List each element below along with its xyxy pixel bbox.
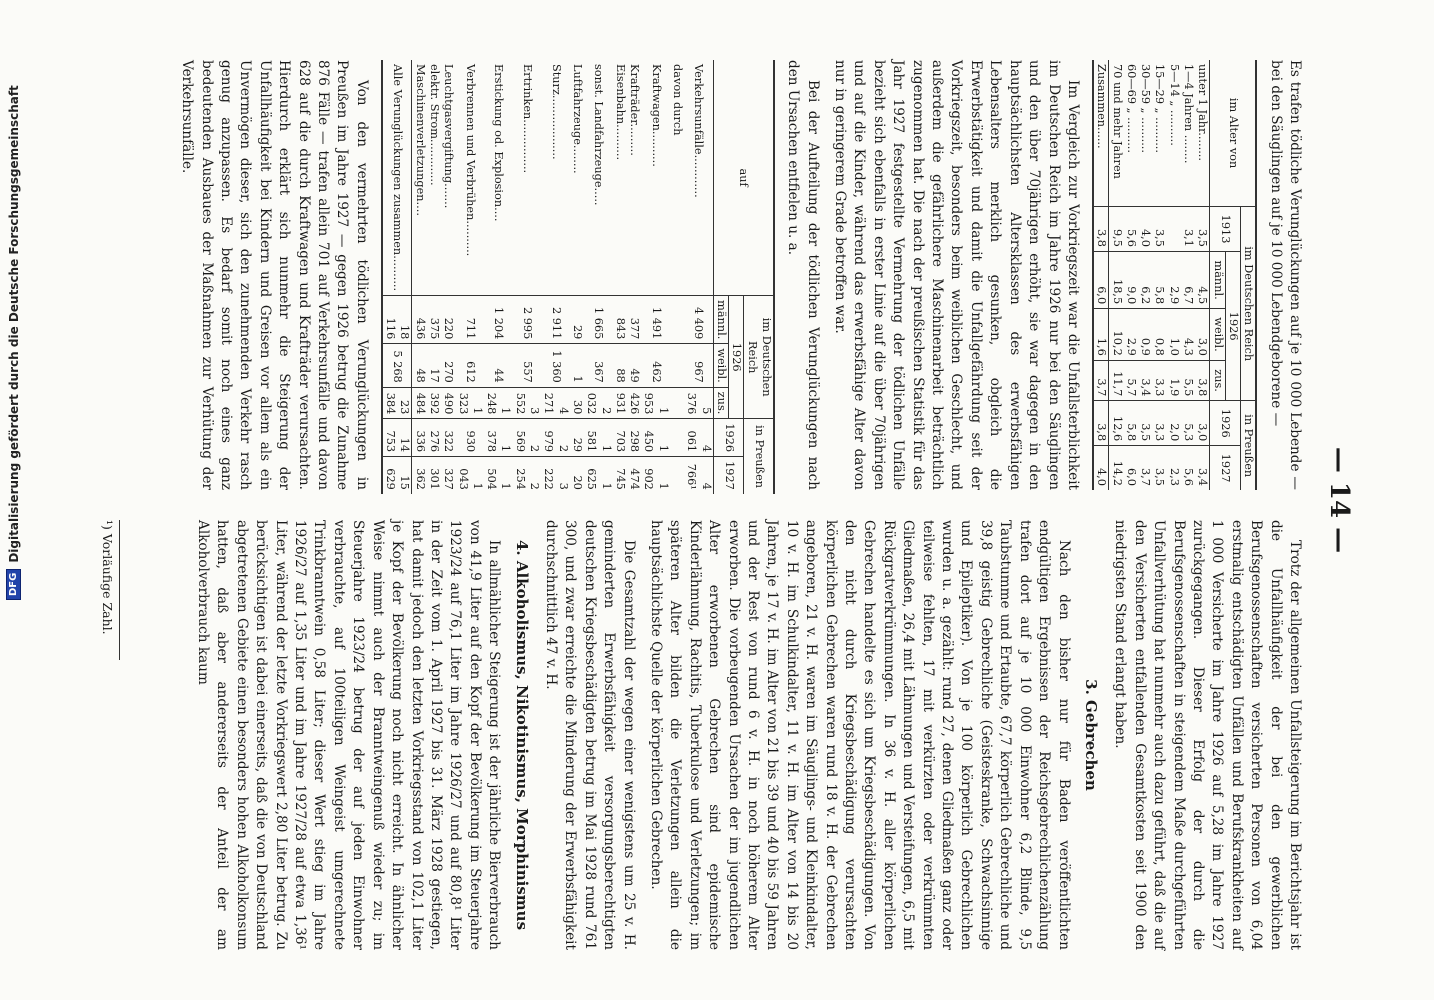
table-cell: 4 271	[541, 387, 570, 419]
table-cell: 4,0	[1138, 207, 1152, 252]
table-cell: 5,3	[1181, 401, 1195, 446]
digitization-note-text: Digitalisierung gefördert durch die Deutsche Forschungsgemeinschaft	[6, 85, 21, 563]
header-maennl: männl.	[713, 296, 728, 344]
table-cell: 426	[627, 387, 641, 419]
table-row	[455, 60, 484, 494]
table-cell: 3,8	[1195, 360, 1210, 401]
table-cell	[1166, 207, 1180, 252]
table-cell: 4,0	[1093, 446, 1109, 490]
table-cell	[670, 344, 684, 387]
mortality-by-cause-table	[381, 60, 775, 494]
header-zus: zus.	[1210, 360, 1225, 401]
table-cell: 5,6	[1124, 207, 1138, 252]
row-label: Krafträder.........	[628, 64, 642, 156]
table-cell: 29	[570, 419, 584, 457]
table-cell: 474	[627, 457, 641, 494]
table-cell: 4 766¹	[684, 457, 713, 494]
paragraph-gebrechen: Nach den bisher nur für Baden veröffentlichten endgültigen Ergebnissen der Reichsgebrechlichenzählung trafen dort auf je 10 000 Einwohner 6,2 Blinde, 9,5 Taubstumme und Ertaubte, 67,7 körperlich Gebrechliche und 39,8 geistig Gebrechliche (Geisteskranke, Schwachsinnige und Epileptiker). Von je 100 körperlich Gebrechlichen wurden u. a. gezählt: rund 27, denen Gliedmaßen ganz oder teilweise fehlten, 17 mit verkürzten oder verkrümmten Gliedmaßen, 26,4 mit Lähmungen und Versteifungen, 6,5 mit Rückgratverkrümmungen. In 36 v. H. aller körperlichen Gebrechen handelte es sich um Kriegsbeschädigungen. Von den nicht durch Kriegsbeschädigung verursachten körperlichen Gebrechen waren rund 18 v. H. der Gebrechen angeboren, 21 v. H. waren im Säuglings- und Kleinkindalter, 10 v. H. im Schulkindalter, 11 v. H. im Alter von 14 bis 20 Jahren, je 17 v. H. im Alter von 21 bis 39 und 40 bis 59 Jahren und der Rest von rund 6 v. H. in noch höherem Alter erworben. Die vorbeugenden Ursachen der im jugendlichen Alter erworbenen Gebrechen sind epidemische Kinderlähmung, Rachitis, Tuberkulose und Verletzungen; im späteren Alter bilden die Verletzungen allein die hauptsächlichste Quelle der körperlichen Gebrechen.	[648, 520, 1072, 950]
table-cell: 3 222	[541, 457, 570, 494]
table-cell: 3 552	[512, 387, 541, 419]
header-1926: 1926	[728, 296, 743, 419]
table-cell: 3,5	[1152, 207, 1166, 252]
paragraph-kriegsbeschaedigte: Die Gesamtzahl der wegen einer wenigstens um 25 v. H. geminderten Erwerbsfähigkeit versorgungsberechtigten deutschen Kriegsbeschädigten betrug im Mai 1928 rund 761 300, und zwar erreichte die Minderung der Erwerbsfähigkeit durchschnittlich 47 v. H.	[542, 520, 637, 950]
header-reich: im Deutschen Reich	[744, 296, 774, 419]
row-label: Zusammen......	[1093, 60, 1109, 207]
row-label: davon durch	[671, 64, 685, 136]
table-row	[1166, 60, 1180, 490]
table-row	[684, 60, 713, 494]
table-row	[584, 60, 613, 494]
dfg-logo: DFG	[6, 569, 21, 600]
table-cell	[670, 296, 684, 344]
header-maennl: männl.	[1210, 251, 1225, 308]
table-cell: 2 911	[541, 296, 570, 344]
table-cell: 2 995	[512, 296, 541, 344]
table-cell: 484	[412, 387, 427, 419]
table-cell: 44	[484, 344, 513, 387]
table-cell: 703	[613, 419, 627, 457]
row-label: 1—4 Jahren ........	[1182, 64, 1195, 164]
mortality-intro: Es trafen tödliche Verunglückungen auf je 10 000 Lebende — bei den Säuglingen auf je 10 000 Lebendgeborene —	[1267, 60, 1303, 490]
row-label: Alle Verunglückungen zusammen..........	[382, 60, 412, 296]
header-weibl: weibl.	[1210, 309, 1225, 361]
table-cell: 1 902	[641, 457, 670, 494]
table-cell: 30	[570, 387, 584, 419]
paragraph-accident-decline: Trotz der allgemeinen Unfallsteigerung im Berichtsjahr ist die Unfallhäufigkeit der bei den gewerblichen Berufsgenossenschaften versicherten Personen von 6,04 erstmalig entschädigten Unfällen und Berufskrankheiten auf 1 000 Versicherte im Jahre 1926 auf 5,28 im Jahre 1927 zurückgegangen. Dieser Erfolg der durch die Berufsgenossenschaften in steigendem Maße durchgeführten Unfallverhütung hat nunmehr auch dazu geführt, daß die auf den Versicherten entfallenden Gesamtkosten seit 1900 den niedrigsten Stand erlangt haben.	[1112, 520, 1303, 950]
table-row	[670, 60, 684, 494]
table-cell: 967	[684, 344, 713, 387]
table-cell: 301	[427, 457, 441, 494]
row-label: Sturz..................	[549, 64, 563, 160]
table-cell: 1	[570, 344, 584, 387]
table-row	[541, 60, 570, 494]
table-cell: 327	[441, 457, 455, 494]
paragraph-alkohol: In allmählicher Steigerung ist der jährliche Bierverbrauch von 41,9 Liter auf den Kopf der Bevölkerung im Steuerjahre 1923/24 auf 76,1 Liter im Jahre 1926/27 und auf 80,8¹ Liter in der Zeit vom 1. April 1927 bis 31. März 1928 gestiegen, hat damit jedoch den letzten Vorkriegsstand von 102,1 Liter je Kopf der Bevölkerung noch nicht erreicht. In ähnlicher Weise nimmt auch der Branntweingenuß wieder zu; im Steuerjahre 1923/24 betrug der auf jeden Einwohner verbrauchte, auf 100teiligen Weingeist umgerechnete Trinkbranntwein 0,58 Liter; dieser Wert stieg im Jahre 1926/27 auf 1,35 Liter und im Jahre 1927/28 auf etwa 1,36¹ Liter, während der letzte Vorkriegswert 2,80 Liter betrug. Zu berücksichtigen ist dabei einerseits, daß die von Deutschland abgetretenen Gebiete einen besonders hohen Alkoholkonsum hatten, daß aber andererseits der Anteil der am Alkoholverbrauch kaum	[195, 520, 503, 950]
table-cell	[670, 387, 684, 419]
table-cell: 1 665	[584, 296, 613, 344]
table-cell: 5 268	[382, 344, 412, 387]
row-label: sonst. Landfahrzeuge.....	[592, 64, 606, 206]
table-row	[441, 60, 455, 494]
table-cell: 2,9	[1124, 309, 1138, 361]
table-cell: 3,7	[1093, 360, 1109, 401]
table-cell: 270	[441, 344, 455, 387]
row-label: Kraftwagen..........	[649, 64, 663, 167]
table-cell: 711	[455, 296, 484, 344]
row-label: Maschinenverletzungen....	[413, 64, 427, 216]
table-cell: 14,2	[1109, 446, 1124, 490]
row-label: Erstickung od. Explosion....	[492, 64, 506, 222]
table-cell: 1 323	[455, 387, 484, 419]
table-cell: 930	[455, 419, 484, 457]
table-cell: 3,7	[1138, 446, 1152, 490]
table-cell: 1 491	[641, 296, 670, 344]
table-cell: 1 204	[484, 296, 513, 344]
header-reich: im Deutschen Reich	[1240, 207, 1256, 401]
table-cell: 3,8	[1093, 207, 1109, 252]
total-row	[382, 60, 412, 494]
header-1913: 1913	[1210, 207, 1241, 252]
table-cell: 462	[641, 344, 670, 387]
table-cell: 2,9	[1166, 251, 1180, 308]
table-cell: 29	[570, 296, 584, 344]
table-cell: 2,0	[1166, 401, 1180, 446]
header-weibl: weibl.	[713, 344, 728, 387]
table-cell: 3,4	[1195, 446, 1210, 490]
header-preussen: in Preußen	[1240, 401, 1256, 490]
table-cell: 10,2	[1109, 309, 1124, 361]
table-cell: 1 450	[641, 419, 670, 457]
table-cell: 6,7	[1181, 251, 1195, 308]
table-row	[412, 60, 427, 494]
section-heading-alkoholismus: 4. Alkoholismus, Nikotinismus, Morphinismus	[512, 539, 531, 931]
table-cell: 1 625	[584, 457, 613, 494]
row-label: 30—59 „ ..........	[1139, 64, 1153, 153]
table-cell: 5,6	[1181, 446, 1195, 490]
table-row	[641, 60, 670, 494]
table-row	[1138, 60, 1152, 490]
table-cell: 9,5	[1109, 207, 1124, 252]
table-cell: 3,5	[1138, 401, 1152, 446]
row-label: unter 1 Jahr........	[1196, 64, 1210, 161]
row-label: Verbrennen und Verbrühen..........	[463, 64, 477, 257]
row-label: Leuchtgasvergiftung.......	[442, 64, 456, 209]
table-cell: 1,6	[1093, 309, 1109, 361]
table-cell: 4,3	[1181, 309, 1195, 361]
table-cell: 931	[613, 387, 627, 419]
table-cell: 375	[427, 296, 441, 344]
table-cell: 1 581	[584, 419, 613, 457]
table-row	[1195, 60, 1210, 490]
table-row	[1181, 60, 1195, 490]
table-cell: 4 409	[684, 296, 713, 344]
table-cell: 2 979	[541, 419, 570, 457]
table-cell: 1 378	[484, 419, 513, 457]
table-row	[427, 60, 441, 494]
row-label: 5—14 „ ..........	[1167, 64, 1181, 146]
paragraph-causes-intro: Bei der Aufteilung der tödlichen Verunglückungen nach den Ursachen entfielen u. a.	[785, 60, 821, 490]
table-cell: 23 384	[382, 387, 412, 419]
table-cell: 1 953	[641, 387, 670, 419]
table-cell	[670, 419, 684, 457]
table-cell: 298	[627, 419, 641, 457]
table-cell: 612	[455, 344, 484, 387]
table-cell: 843	[613, 296, 627, 344]
table-cell: 9,0	[1124, 251, 1138, 308]
header-p1926: 1926	[1210, 401, 1241, 446]
table-cell: 4,5	[1195, 251, 1210, 308]
header-age: im Alter von	[1210, 60, 1256, 207]
table-cell: 1,9	[1166, 360, 1180, 401]
table-cell: 17	[427, 344, 441, 387]
table-cell: 336	[412, 419, 427, 457]
total-row	[1093, 60, 1109, 490]
table-cell: 48	[412, 344, 427, 387]
header-auf: auf	[713, 60, 774, 296]
header-zus: zus.	[713, 387, 728, 419]
table-cell: 2 032	[584, 387, 613, 419]
table-cell	[670, 457, 684, 494]
table-cell: 2 569	[512, 419, 541, 457]
table-cell: 0,9	[1138, 309, 1152, 361]
table-cell: 12,6	[1109, 401, 1124, 446]
row-label: Eisenbahn..........	[613, 64, 627, 161]
row-label: 60—69 „ ..........	[1124, 64, 1138, 153]
table-row	[512, 60, 541, 494]
right-column	[185, 520, 1304, 950]
row-label: 15—29 „ ..........	[1153, 64, 1167, 153]
table-cell: 1 360	[541, 344, 570, 387]
paragraph-comparison: Im Vergleich zur Vorkriegszeit war die Unfallsterblichkeit im Deutschen Reich im Jahre 1926 nur bei den Säuglingen und den über 70jährigen erhöht, sie war dagegen in den hauptsächlichsten Altersklassen des erwerbsfähigen Lebensalters merklich gesunken, obgleich die Erwerbstätigkeit und damit die Unfallgefährdung seit der Vorkriegszeit, besonders beim weiblichen Geschlecht, und außerdem die gefährlichere Maschinenarbeit beträchtlich zugenommen hat. Die nach der preußischen Statistik für das Jahr 1927 festgestellte Vermehrung der tödlichen Unfälle bezieht sich ebenfalls in erster Linie auf die über 70jährigen und auf die Kinder, während das erwerbsfähige Alter davon nur in geringerem Grade betroffen war.	[832, 60, 1081, 490]
footnote: ¹) Vorläufige Zahl.	[100, 520, 120, 660]
table-cell: 3,4	[1138, 360, 1152, 401]
header-p1927: 1927	[1210, 446, 1241, 490]
table-cell: 557	[512, 344, 541, 387]
table-cell: 5,5	[1181, 360, 1195, 401]
table-cell: 4 061	[684, 419, 713, 457]
table-row	[613, 60, 627, 494]
table-cell: 3,3	[1152, 401, 1166, 446]
table-cell: 20	[570, 457, 584, 494]
row-label: Luftfahrzeuge........	[570, 64, 584, 174]
table-row	[627, 60, 641, 494]
table-cell: 2 254	[512, 457, 541, 494]
table-cell: 15 629	[382, 457, 412, 494]
table-row	[570, 60, 584, 494]
table-cell: 5 376	[684, 387, 713, 419]
table-cell: 5,8	[1152, 251, 1166, 308]
row-label: elektr. Strom.............	[428, 64, 441, 186]
table-cell: 1 504	[484, 457, 513, 494]
section-heading-gebrechen: 3. Gebrechen	[1081, 679, 1100, 791]
table-cell: 3,8	[1093, 401, 1109, 446]
paragraph-prussia-increase: Von den vermehrten tödlichen Verunglückungen in Preußen im Jahre 1927 — gegen 1926 betrug die Zunahme 876 Fälle — trafen allein 701 auf Verkehrsunfälle und davon 628 auf die durch Kraftwagen und Krafträder verursachten. Hierdurch erklärt sich nunmehr die Steigerung der Unfallhäufigkeit bei Kindern und Greisen vor allem als ein Unvermögen dieser, sich den zunehmenden Verkehr rasch genug anzupassen. Es bedarf somit noch eines ganz bedeutenden Ausbaues der Maßnahmen zur Verhütung der Verkehrsunfälle.	[179, 60, 370, 490]
row-label: 70 und mehr Jahren	[1110, 64, 1124, 179]
table-cell: 367	[584, 344, 613, 387]
table-cell: 3,5	[1152, 446, 1166, 490]
table-cell: 88	[613, 344, 627, 387]
table-row	[1152, 60, 1166, 490]
table-cell: 3,3	[1152, 360, 1166, 401]
table-cell: 3,0	[1195, 309, 1210, 361]
page-number: — 14 —	[1324, 446, 1354, 554]
table-cell: 6,0	[1093, 251, 1109, 308]
table-cell: 220	[441, 296, 455, 344]
table-cell: 5,8	[1124, 401, 1138, 446]
table-cell: 3,0	[1195, 401, 1210, 446]
table-cell: 276	[427, 419, 441, 457]
table-cell: 49	[627, 344, 641, 387]
left-column	[169, 60, 1304, 490]
table-cell: 18 116	[382, 296, 412, 344]
header-preussen: in Preußen	[744, 419, 774, 494]
table-cell: 362	[412, 457, 427, 494]
table-cell: 745	[613, 457, 627, 494]
header-1926: 1926	[1225, 251, 1240, 400]
row-label: Ertrinken...............	[520, 64, 534, 174]
table-cell: 1,0	[1166, 309, 1180, 361]
table-cell: 6,0	[1124, 446, 1138, 490]
table-cell: 490	[441, 387, 455, 419]
table-cell: 377	[627, 296, 641, 344]
row-label: Verkehrsunfälle............	[692, 64, 706, 198]
header-p1927: 1927	[713, 457, 744, 494]
table-cell: 2,3	[1166, 446, 1180, 490]
table-cell: 436	[412, 296, 427, 344]
header-p1926: 1926	[713, 419, 744, 457]
table-cell: 1 043	[455, 457, 484, 494]
table-cell: 0,8	[1152, 309, 1166, 361]
table-row	[1124, 60, 1138, 490]
table-row	[484, 60, 513, 494]
table-cell: 14 753	[382, 419, 412, 457]
table-cell: 1 248	[484, 387, 513, 419]
table-cell: 5,7	[1124, 360, 1138, 401]
table-row	[1109, 60, 1124, 490]
table-cell: 18,5	[1109, 251, 1124, 308]
table-cell: 6,2	[1138, 251, 1152, 308]
table-cell: 3,5	[1195, 207, 1210, 252]
table-cell: 11,7	[1109, 360, 1124, 401]
table-cell: 392	[427, 387, 441, 419]
table-cell: 3,1	[1181, 207, 1195, 252]
table-cell: 322	[441, 419, 455, 457]
mortality-by-age-table	[1092, 60, 1257, 490]
